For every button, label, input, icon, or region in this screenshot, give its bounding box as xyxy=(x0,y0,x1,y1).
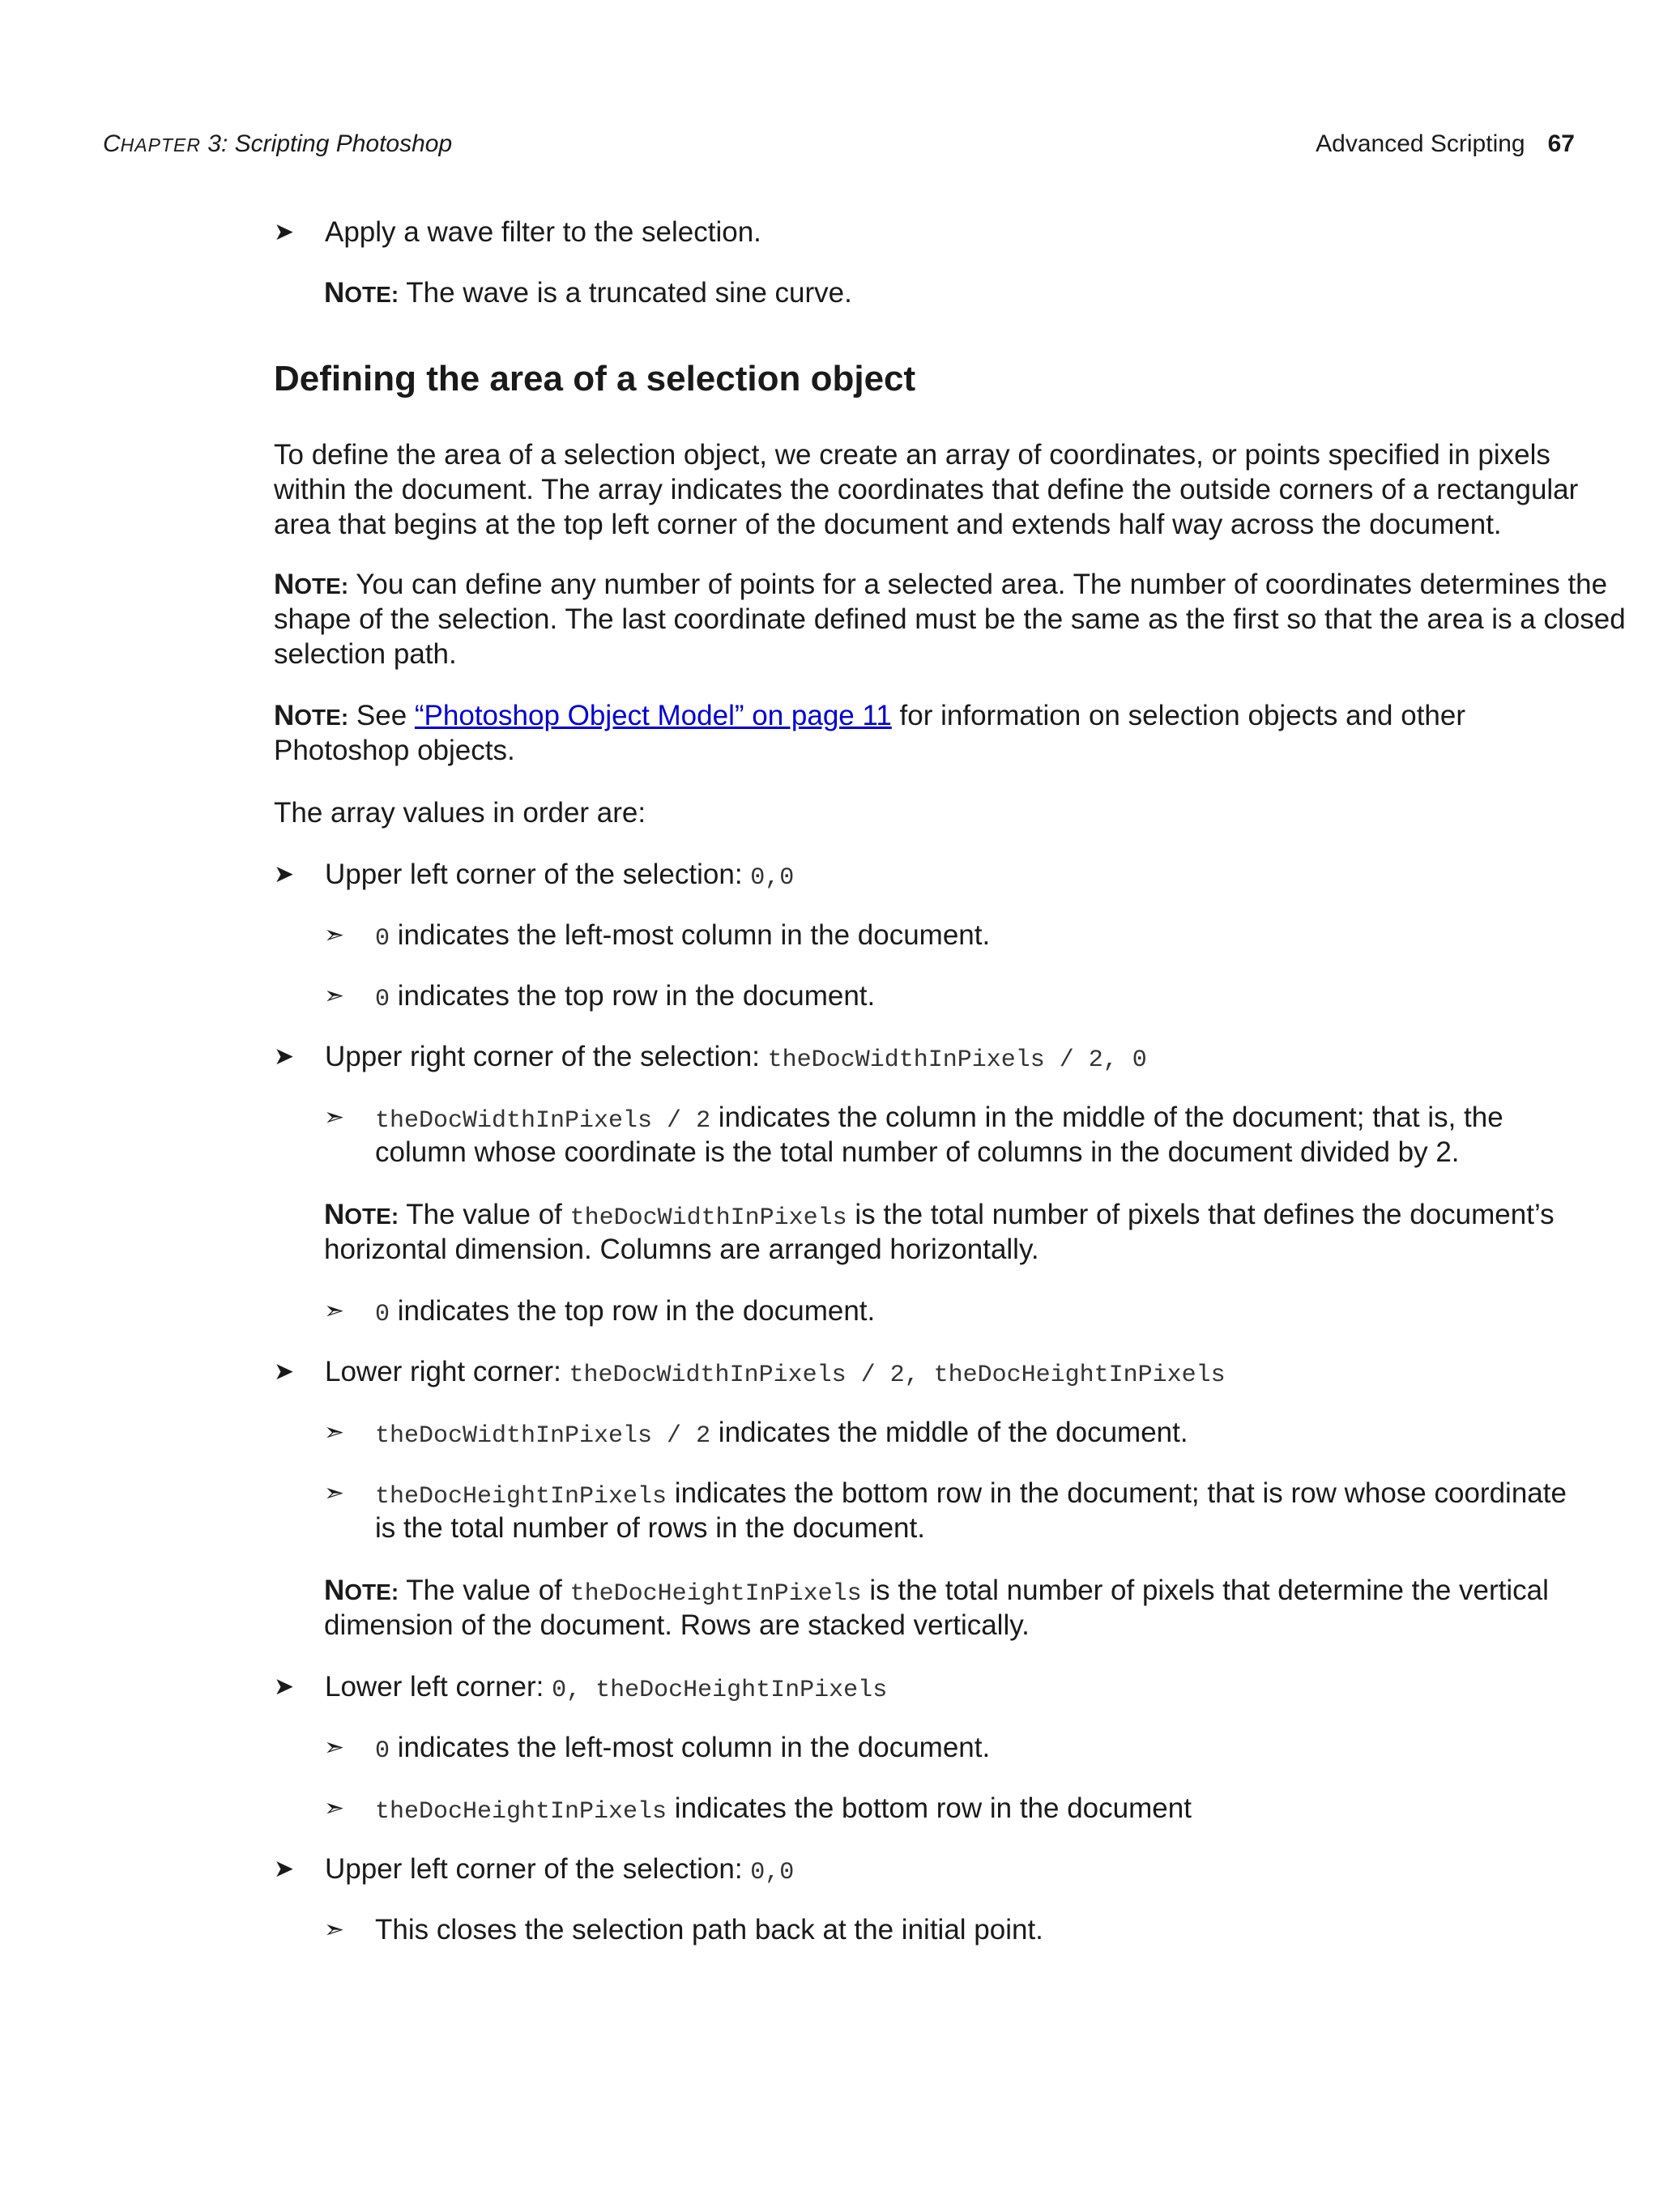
sub-arrow-bullet-icon: ➣ xyxy=(324,982,345,1009)
list-item-text: Upper right corner of the selection: theDocWidthInPixels / 2, 0 xyxy=(325,1041,1147,1074)
note-line: shape of the selection. The last coordinate defined must be the same as the first so that the area is a closed xyxy=(274,603,1626,635)
list-item-text: This closes the selection path back at the initial point. xyxy=(375,1914,1043,1946)
code-value: theDocWidthInPixels / 2, 0 xyxy=(767,1046,1147,1074)
paragraph-line: within the document. The array indicates the coordinates that define the outside corners of a rectangular xyxy=(274,474,1579,505)
note-text: You can define any number of points for a selected area. The number of coordinates determines the xyxy=(348,569,1608,600)
sub-arrow-bullet-icon: ➣ xyxy=(324,1795,345,1822)
list-item-text: theDocWidthInPixels / 2 indicates the column in the middle of the document; that is, the xyxy=(375,1102,1503,1135)
section-heading: Defining the area of a selection object xyxy=(274,359,916,399)
list-item-text: 0 indicates the top row in the document. xyxy=(375,980,876,1013)
arrow-bullet-icon: ➤ xyxy=(274,861,295,888)
sub-arrow-bullet-icon: ➣ xyxy=(324,1419,345,1446)
sub-arrow-bullet-icon: ➣ xyxy=(324,1104,345,1131)
code-value: 0,0 xyxy=(750,1859,795,1886)
code-value: 0,0 xyxy=(750,864,795,892)
note: NOTE: See “Photoshop Object Model” on page 11 for information on selection objects and other xyxy=(274,700,1465,731)
list-item-line: column whose coordinate is the total number of columns in the document divided by 2. xyxy=(375,1136,1460,1168)
note-label: NOTE: xyxy=(324,1575,399,1606)
chapter-cap: C xyxy=(103,130,121,157)
list-item-line: is the total number of rows in the document. xyxy=(375,1512,925,1544)
code-value: 0, theDocHeightInPixels xyxy=(552,1677,888,1704)
note-line: horizontal dimension. Columns are arranged horizontally. xyxy=(324,1234,1039,1265)
list-item-text: Lower left corner: 0, theDocHeightInPixels xyxy=(325,1671,888,1704)
note-label: NOTE: xyxy=(324,1199,399,1230)
chapter-smallcaps: HAPTER xyxy=(120,134,201,156)
arrow-bullet-icon: ➤ xyxy=(274,1856,295,1882)
note xyxy=(274,567,1607,604)
note: NOTE: The value of theDocHeightInPixels is the total number of pixels that determine the vertical xyxy=(324,1575,1549,1608)
array-intro: The array values in order are: xyxy=(274,797,646,829)
list-item-text: Upper left corner of the selection: 0,0 xyxy=(325,859,795,892)
note xyxy=(324,275,852,313)
code-value: theDocWidthInPixels / 2, theDocHeightInPixels xyxy=(569,1362,1226,1389)
chapter-title: 3: Scripting Photoshop xyxy=(200,130,453,157)
paragraph-line: To define the area of a selection object, we create an array of coordinates, or points specified in pixels xyxy=(274,439,1550,471)
sub-arrow-bullet-icon: ➣ xyxy=(324,1480,345,1507)
page-reference-link[interactable]: “Photoshop Object Model” on page 11 xyxy=(414,700,892,731)
arrow-bullet-icon: ➤ xyxy=(274,1043,295,1070)
list-item-text: 0 indicates the left-most column in the document. xyxy=(375,919,991,953)
section-title: Advanced Scripting xyxy=(1316,130,1525,157)
list-item-text: theDocHeightInPixels indicates the bottom row in the document xyxy=(375,1792,1192,1826)
list-item-text: theDocHeightInPixels indicates the bottom row in the document; that is row whose coordinate xyxy=(375,1477,1567,1511)
arrow-bullet-icon: ➤ xyxy=(274,1358,295,1385)
sub-arrow-bullet-icon: ➣ xyxy=(324,1916,345,1943)
list-item-text: 0 indicates the top row in the document. xyxy=(375,1295,876,1328)
note-label: NOTE: xyxy=(324,277,399,309)
list-item-text: theDocWidthInPixels / 2 indicates the middle of the document. xyxy=(375,1417,1188,1450)
list-item-text: 0 indicates the left-most column in the document. xyxy=(375,1732,991,1765)
paragraph-line: area that begins at the top left corner of the document and extends half way across the document. xyxy=(274,509,1502,540)
sub-arrow-bullet-icon: ➣ xyxy=(324,922,345,948)
page-number: 67 xyxy=(1547,130,1575,157)
section-header xyxy=(1316,128,1575,160)
arrow-bullet-icon: ➤ xyxy=(274,1673,295,1700)
note-line: dimension of the document. Rows are stacked vertically. xyxy=(324,1609,1030,1641)
arrow-bullet-icon: ➤ xyxy=(274,219,295,245)
list-item-text: Apply a wave filter to the selection. xyxy=(325,216,761,248)
list-item-text: Upper left corner of the selection: 0,0 xyxy=(325,1853,795,1886)
note-line: Photoshop objects. xyxy=(274,735,515,766)
note-text: The wave is a truncated sine curve. xyxy=(399,277,852,309)
sub-arrow-bullet-icon: ➣ xyxy=(324,1734,345,1761)
sub-arrow-bullet-icon: ➣ xyxy=(324,1298,345,1324)
chapter-header xyxy=(103,128,452,161)
note: NOTE: The value of theDocWidthInPixels is the total number of pixels that defines the document’s xyxy=(324,1199,1555,1232)
note-line: selection path. xyxy=(274,638,457,670)
list-item-text: Lower right corner: theDocWidthInPixels / 2, theDocHeightInPixels xyxy=(325,1356,1226,1389)
note-label: NOTE: xyxy=(274,700,349,731)
note-label: NOTE: xyxy=(274,569,349,600)
